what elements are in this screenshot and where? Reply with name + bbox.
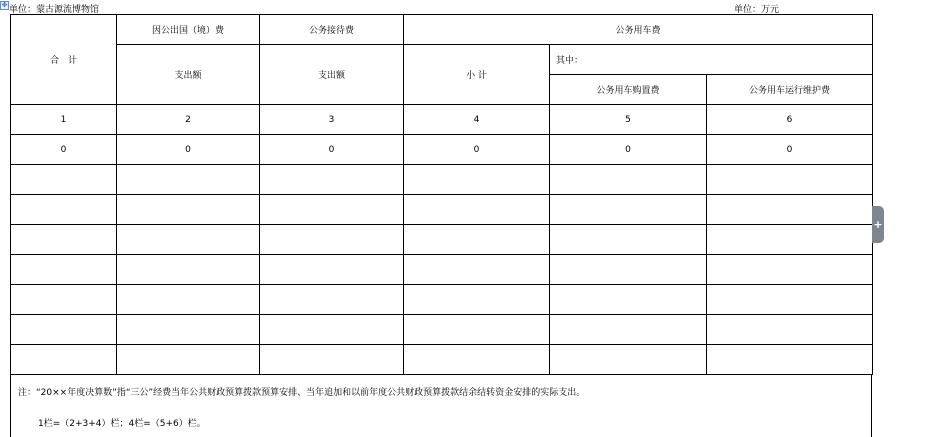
header-outbound-expense: 因公出国（境）费 — [117, 15, 260, 45]
value-cell[interactable]: 0 — [11, 135, 117, 165]
empty-cell[interactable] — [117, 165, 260, 195]
table-move-handle-icon[interactable]: ✥ — [1, 1, 8, 9]
empty-cell[interactable] — [117, 225, 260, 255]
empty-cell[interactable] — [11, 345, 117, 375]
value-cell[interactable]: 0 — [550, 135, 707, 165]
header-vehicle-purchase: 公务用车购置费 — [550, 75, 707, 105]
notes-section — [10, 374, 872, 437]
empty-cell[interactable] — [117, 285, 260, 315]
unit-label-right: 单位：万元 — [734, 5, 780, 15]
header-outbound-amount: 支出额 — [117, 45, 260, 105]
empty-cell[interactable] — [11, 195, 117, 225]
empty-cell[interactable] — [260, 165, 404, 195]
value-cell[interactable]: 0 — [707, 135, 873, 165]
column-number-cell: 2 — [117, 105, 260, 135]
header-of-which: 其中： — [550, 45, 873, 75]
header-subtotal: 小 计 — [404, 45, 550, 105]
empty-cell[interactable] — [404, 285, 550, 315]
header-total: 合 计 — [11, 15, 117, 105]
empty-cell[interactable] — [707, 195, 873, 225]
empty-cell[interactable] — [260, 195, 404, 225]
column-number-cell: 4 — [404, 105, 550, 135]
empty-cell[interactable] — [260, 225, 404, 255]
empty-cell[interactable] — [11, 285, 117, 315]
column-number-cell: 1 — [11, 105, 117, 135]
empty-cell[interactable] — [550, 315, 707, 345]
column-number-cell: 3 — [260, 105, 404, 135]
empty-cell[interactable] — [11, 225, 117, 255]
empty-cell[interactable] — [404, 165, 550, 195]
value-row — [11, 135, 873, 165]
value-cell[interactable]: 0 — [117, 135, 260, 165]
empty-cell[interactable] — [550, 165, 707, 195]
empty-cell[interactable] — [404, 345, 550, 375]
column-number-row — [11, 105, 873, 135]
empty-cell[interactable] — [550, 195, 707, 225]
empty-row — [11, 285, 873, 315]
note-definition: 注：“20××年度决算数”指“三公”经费当年公共财政预算拨款预算安排、当年追加和以前年度公共财政预算拨款结余结转资金安排的实际支出。 — [18, 388, 586, 398]
empty-cell[interactable] — [404, 195, 550, 225]
empty-cell[interactable] — [117, 345, 260, 375]
unit-label-left: 单位：蒙古源流博物馆 — [9, 5, 100, 15]
header-reception-amount: 支出额 — [260, 45, 404, 105]
value-cell[interactable]: 0 — [260, 135, 404, 165]
header-vehicle-expense: 公务用车费 — [404, 15, 873, 45]
empty-row — [11, 225, 873, 255]
empty-cell[interactable] — [707, 345, 873, 375]
empty-cell[interactable] — [550, 285, 707, 315]
note-formula: 1栏=（2+3+4）栏；4栏=（5+6）栏。 — [38, 419, 206, 429]
value-cell[interactable]: 0 — [404, 135, 550, 165]
empty-cell[interactable] — [550, 225, 707, 255]
empty-cell[interactable] — [404, 255, 550, 285]
column-number-cell: 6 — [707, 105, 873, 135]
empty-cell[interactable] — [707, 165, 873, 195]
empty-cell[interactable] — [117, 315, 260, 345]
empty-cell[interactable] — [707, 315, 873, 345]
empty-cell[interactable] — [117, 195, 260, 225]
empty-cell[interactable] — [260, 315, 404, 345]
empty-cell[interactable] — [260, 285, 404, 315]
empty-cell[interactable] — [550, 255, 707, 285]
empty-cell[interactable] — [404, 225, 550, 255]
empty-cell[interactable] — [707, 285, 873, 315]
empty-cell[interactable] — [550, 345, 707, 375]
empty-row — [11, 255, 873, 285]
header-reception-expense: 公务接待费 — [260, 15, 404, 45]
empty-cell[interactable] — [117, 255, 260, 285]
header-vehicle-maintenance: 公务用车运行维护费 — [707, 75, 873, 105]
plus-icon[interactable]: + — [872, 206, 884, 243]
empty-cell[interactable] — [707, 225, 873, 255]
empty-cell[interactable] — [260, 345, 404, 375]
column-number-cell: 5 — [550, 105, 707, 135]
three-public-expenses-table — [10, 14, 873, 375]
empty-row — [11, 315, 873, 345]
empty-cell[interactable] — [260, 255, 404, 285]
empty-cell[interactable] — [11, 165, 117, 195]
empty-cell[interactable] — [404, 315, 550, 345]
empty-row — [11, 195, 873, 225]
empty-cell[interactable] — [11, 255, 117, 285]
empty-cell[interactable] — [11, 315, 117, 345]
empty-cell[interactable] — [707, 255, 873, 285]
empty-row — [11, 345, 873, 375]
empty-row — [11, 165, 873, 195]
